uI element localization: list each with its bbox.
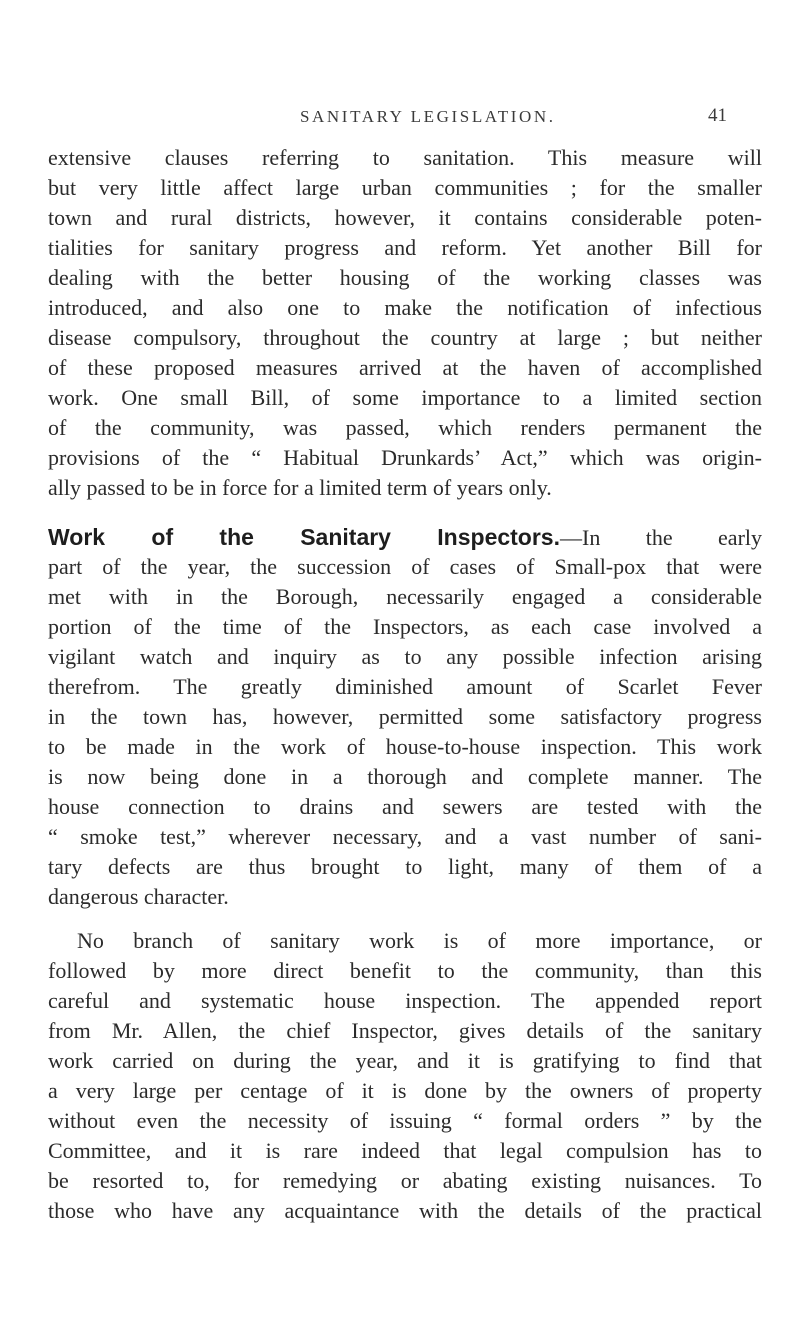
text-line: but very little affect large urban communities ; for the smaller: [48, 175, 762, 200]
heading-line: [48, 522, 762, 553]
text-line: be resorted to, for remedying or abating existing nuisances. To: [48, 1168, 762, 1193]
text-line: provisions of the “ Habitual Drunkards’ Act,” which was origin-: [48, 445, 762, 470]
text-line: house connection to drains and sewers are tested with the: [48, 794, 762, 819]
running-title: SANITARY LEGISLATION.: [300, 107, 556, 126]
text-line: Committee, and it is rare indeed that legal compulsion has to: [48, 1138, 762, 1163]
text-line: vigilant watch and inquiry as to any possible infection arising: [48, 644, 762, 669]
text-line: introduced, and also one to make the notification of infectious: [48, 295, 762, 320]
text-line: work. One small Bill, of some importance to a limited section: [48, 385, 762, 410]
text-line: ally passed to be in force for a limited term of years only.: [48, 475, 552, 500]
text-line: No branch of sanitary work is of more importance, or: [77, 928, 762, 953]
section-heading: Work of the Sanitary Inspectors.: [48, 524, 560, 550]
text-line: dealing with the better housing of the working classes was: [48, 265, 762, 290]
text-line: disease compulsory, throughout the country at large ; but neither: [48, 325, 762, 350]
text-line: careful and systematic house inspection. The appended report: [48, 988, 762, 1013]
text-line: to be made in the work of house-to-house inspection. This work: [48, 734, 762, 759]
text-line: of these proposed measures arrived at the haven of accomplished: [48, 355, 762, 380]
text-line: in the town has, however, permitted some satisfactory progress: [48, 704, 762, 729]
page-number: 41: [708, 105, 727, 126]
text-line: extensive clauses referring to sanitation. This measure will: [48, 145, 762, 170]
text-line: portion of the time of the Inspectors, as each case involved a: [48, 614, 762, 639]
text-line: a very large per centage of it is done by the owners of property: [48, 1078, 762, 1103]
text-line: tary defects are thus brought to light, many of them of a: [48, 854, 762, 879]
text-line: work carried on during the year, and it is gratifying to find that: [48, 1048, 762, 1073]
text-line: dangerous character.: [48, 884, 229, 909]
text-line: without even the necessity of issuing “ formal orders ” by the: [48, 1108, 762, 1133]
text-run: —In the early: [560, 525, 763, 550]
text-line: followed by more direct benefit to the community, than this: [48, 958, 762, 983]
text-line: is now being done in a thorough and complete manner. The: [48, 764, 762, 789]
text-line: therefrom. The greatly diminished amount of Scarlet Fever: [48, 674, 762, 699]
text-line: town and rural districts, however, it contains considerable poten-: [48, 205, 762, 230]
running-head: [0, 101, 801, 141]
text-line: from Mr. Allen, the chief Inspector, gives details of the sanitary: [48, 1018, 762, 1043]
text-line: tialities for sanitary progress and reform. Yet another Bill for: [48, 235, 762, 260]
text-line: of the community, was passed, which renders permanent the: [48, 415, 762, 440]
text-line: “ smoke test,” wherever necessary, and a vast number of sani-: [48, 824, 762, 849]
text-line: part of the year, the succession of cases of Small-pox that were: [48, 554, 762, 579]
text-line: met with in the Borough, necessarily engaged a considerable: [48, 584, 762, 609]
text-line: those who have any acquaintance with the details of the practical: [48, 1198, 762, 1223]
